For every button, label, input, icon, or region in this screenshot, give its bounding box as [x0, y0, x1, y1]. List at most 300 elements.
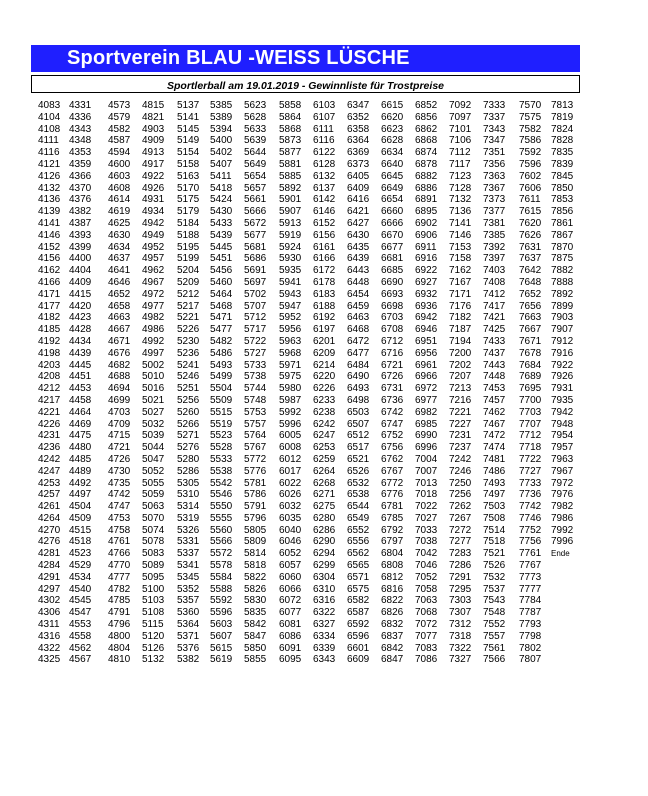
- winning-number: 5550: [210, 501, 233, 513]
- winning-number: 6161: [313, 241, 336, 253]
- winning-number: 4509: [69, 512, 92, 524]
- winning-number: 7777: [519, 583, 542, 595]
- winning-number: 7213: [449, 383, 472, 395]
- winning-number: 7678: [519, 347, 542, 359]
- winning-number: 7417: [483, 300, 506, 312]
- winning-number: 5108: [142, 607, 165, 619]
- winning-number: 4253: [38, 477, 61, 489]
- winning-number: 4594: [108, 147, 131, 159]
- winning-number: 4810: [108, 654, 131, 666]
- winning-number: 5212: [177, 288, 200, 300]
- winning-number: 5546: [210, 489, 233, 501]
- winning-number: 5596: [210, 607, 233, 619]
- winning-number: 6493: [347, 383, 370, 395]
- winning-number: 6290: [313, 536, 336, 548]
- table-row: [31, 525, 591, 537]
- winning-number: 7746: [519, 512, 542, 524]
- winning-number: 6911: [415, 241, 437, 253]
- winning-number: 5382: [177, 654, 200, 666]
- winning-number: 7850: [551, 182, 574, 194]
- winning-number: 4236: [38, 442, 61, 454]
- winning-number: 7631: [519, 241, 542, 253]
- winning-number: 7474: [483, 442, 506, 454]
- winning-number: 7412: [483, 288, 506, 300]
- winning-number: 6373: [347, 158, 370, 170]
- table-row: [31, 348, 591, 360]
- winning-number: 6812: [381, 571, 404, 583]
- winning-number: 7291: [449, 571, 472, 583]
- winning-number: 5523: [210, 430, 233, 442]
- winning-number: 6026: [279, 489, 302, 501]
- winning-number: 4791: [108, 607, 131, 619]
- winning-number: 6226: [313, 383, 336, 395]
- winning-number: 5305: [177, 477, 200, 489]
- winning-number: 7027: [415, 512, 438, 524]
- winning-number: 7397: [483, 253, 506, 265]
- winning-number: 5987: [279, 394, 302, 406]
- winning-number: 5881: [279, 158, 302, 170]
- winning-number: 4366: [69, 170, 92, 182]
- winning-number: 4785: [108, 595, 131, 607]
- winning-number: 7303: [449, 595, 472, 607]
- winning-number: 7722: [519, 453, 542, 465]
- winning-number: 6747: [381, 418, 404, 430]
- winning-number: 7736: [519, 489, 542, 501]
- winning-number: 6111: [313, 123, 334, 135]
- winning-number: 5345: [177, 571, 200, 583]
- winning-number: 4957: [142, 253, 165, 265]
- winning-number: 6095: [279, 654, 302, 666]
- winning-number: 6902: [415, 217, 438, 229]
- winning-number: 4136: [38, 194, 61, 206]
- winning-number: 7532: [483, 571, 506, 583]
- winning-number: 5542: [210, 477, 233, 489]
- winning-number: 7072: [415, 619, 438, 631]
- winning-number: 5364: [177, 619, 200, 631]
- winning-number: 5712: [244, 312, 267, 324]
- winning-number: 6927: [415, 276, 438, 288]
- winning-number: 5578: [210, 560, 233, 572]
- winning-number: 4518: [69, 536, 92, 548]
- table-row: [31, 442, 591, 454]
- winning-number: 6649: [381, 182, 404, 194]
- table-row: [31, 607, 591, 619]
- winning-number: 4766: [108, 548, 131, 560]
- winning-number: 5188: [177, 229, 200, 241]
- winning-number: 4967: [142, 276, 165, 288]
- winning-number: 4489: [69, 465, 92, 477]
- winning-number: 6762: [381, 453, 404, 465]
- winning-number: 7839: [551, 158, 574, 170]
- winning-number: 6214: [313, 359, 336, 371]
- winning-number: 5842: [244, 619, 267, 631]
- winning-number: 5266: [177, 418, 200, 430]
- winning-number: 4104: [38, 111, 61, 123]
- winning-number: 7620: [519, 217, 542, 229]
- winning-number: 6268: [313, 477, 336, 489]
- winning-numbers-table: [31, 100, 591, 666]
- winning-number: 7343: [483, 123, 506, 135]
- winning-number: 5251: [177, 383, 200, 395]
- winning-number: 6209: [313, 347, 336, 359]
- winning-number: 6623: [381, 123, 404, 135]
- winning-number: 6620: [381, 111, 404, 123]
- winning-number: 7246: [449, 465, 472, 477]
- winning-number: 4730: [108, 465, 131, 477]
- winning-number: 7733: [519, 477, 542, 489]
- winning-number: 5555: [210, 512, 233, 524]
- winning-number: 6259: [313, 453, 336, 465]
- winning-number: 5468: [210, 300, 233, 312]
- winning-number: 6343: [313, 654, 336, 666]
- winning-number: 4997: [142, 347, 165, 359]
- winning-number: 7867: [551, 229, 574, 241]
- winning-number: 6736: [381, 394, 404, 406]
- winning-number: 5418: [210, 182, 233, 194]
- winning-number: 4917: [142, 158, 165, 170]
- winning-number: 4652: [108, 288, 131, 300]
- winning-number: 4972: [142, 288, 165, 300]
- winning-number: 4162: [38, 265, 61, 277]
- table-row: [31, 242, 591, 254]
- winning-number: 5456: [210, 265, 233, 277]
- winning-number: 6477: [347, 347, 370, 359]
- winning-number: 4146: [38, 229, 61, 241]
- winning-number: 6035: [279, 512, 302, 524]
- table-row: [31, 419, 591, 431]
- winning-number: 6183: [313, 288, 336, 300]
- table-row: [31, 383, 591, 395]
- winning-number: 7671: [519, 335, 542, 347]
- winning-number: 4439: [69, 347, 92, 359]
- subtitle-box: [31, 75, 580, 93]
- winning-number: 7615: [519, 206, 542, 218]
- winning-number: 5504: [210, 383, 233, 395]
- winning-number: 5809: [244, 536, 267, 548]
- winning-number: 7942: [551, 406, 574, 418]
- winning-number: 7793: [519, 619, 542, 631]
- winning-number: 6562: [347, 548, 370, 560]
- winning-number: 7537: [483, 583, 506, 595]
- winning-number: 6166: [313, 253, 336, 265]
- table-row: [31, 289, 591, 301]
- winning-number: 5126: [142, 642, 165, 654]
- winning-number: 6752: [381, 430, 404, 442]
- winning-number: 4221: [38, 406, 61, 418]
- winning-number: 6220: [313, 371, 336, 383]
- winning-number: 4676: [108, 347, 131, 359]
- winning-number: 6972: [415, 383, 438, 395]
- winning-number: 7262: [449, 501, 472, 513]
- winning-number: 5757: [244, 418, 267, 430]
- winning-number: 7508: [483, 512, 506, 524]
- winning-number: 5818: [244, 560, 267, 572]
- winning-number: 6327: [313, 619, 336, 631]
- winning-number: 4931: [142, 194, 165, 206]
- winning-number: 6103: [313, 100, 336, 111]
- winning-number: 7582: [519, 123, 542, 135]
- winning-number: 7117: [449, 158, 471, 170]
- winning-number: 6703: [381, 312, 404, 324]
- winning-number: 6253: [313, 442, 336, 454]
- winning-number: 6756: [381, 442, 404, 454]
- winning-number: 6587: [347, 607, 370, 619]
- winning-number: 4909: [142, 135, 165, 147]
- winning-number: 7022: [415, 501, 438, 513]
- winning-number: 7086: [415, 654, 438, 666]
- winning-number: 4992: [142, 335, 165, 347]
- winning-number: 5515: [210, 406, 233, 418]
- winning-number: 7954: [551, 430, 574, 442]
- winning-number: 7802: [519, 642, 542, 654]
- winning-number: 4475: [69, 430, 92, 442]
- winning-number: 7322: [449, 642, 472, 654]
- winning-number: 7385: [483, 229, 506, 241]
- winning-number: 4404: [69, 265, 92, 277]
- winning-number: 6178: [313, 276, 336, 288]
- winning-number: 6192: [313, 312, 336, 324]
- winning-number: 7132: [449, 194, 472, 206]
- winning-number: 7058: [415, 583, 438, 595]
- winning-number: 7497: [483, 489, 506, 501]
- winning-number: 7586: [519, 135, 542, 147]
- winning-number: 7453: [483, 383, 506, 395]
- winning-number: 4111: [38, 135, 59, 147]
- winning-number: 5145: [177, 123, 200, 135]
- winning-number: 7695: [519, 383, 542, 395]
- winning-number: 5394: [210, 123, 233, 135]
- winning-number: 6334: [313, 630, 336, 642]
- winning-number: 6538: [347, 489, 370, 501]
- winning-number: 6781: [381, 501, 404, 513]
- winning-number: 6996: [415, 442, 438, 454]
- winning-number: 6468: [347, 324, 370, 336]
- table-row: [31, 654, 591, 666]
- winning-number: 6146: [313, 206, 336, 218]
- winning-number: 6463: [347, 312, 370, 324]
- winning-number: 7761: [519, 548, 542, 560]
- table-row: [31, 430, 591, 442]
- winning-number: 5868: [279, 123, 302, 135]
- winning-number: 6693: [381, 288, 404, 300]
- winning-number: 5083: [142, 548, 165, 560]
- winning-number: 6472: [347, 335, 370, 347]
- table-row: [31, 395, 591, 407]
- winning-number: 7007: [415, 465, 438, 477]
- winning-number: 5588: [210, 583, 233, 595]
- winning-number: 5246: [177, 371, 200, 383]
- winning-number: 5451: [210, 253, 233, 265]
- winning-number: 4619: [108, 206, 131, 218]
- winning-number: 7606: [519, 182, 542, 194]
- winning-number: 4671: [108, 335, 131, 347]
- winning-number: 4796: [108, 619, 131, 631]
- winning-number: 5371: [177, 630, 200, 642]
- winning-number: 6416: [347, 194, 370, 206]
- winning-number: 4212: [38, 383, 61, 395]
- winning-number: 6716: [381, 347, 404, 359]
- winning-number: 6012: [279, 453, 302, 465]
- winning-number: 4281: [38, 548, 61, 560]
- winning-number: 6882: [415, 170, 438, 182]
- winning-number: 5141: [177, 111, 200, 123]
- winning-number: 6077: [279, 607, 302, 619]
- winning-number: 7798: [519, 630, 542, 642]
- winning-number: 5314: [177, 501, 200, 513]
- winning-number: 7912: [551, 335, 574, 347]
- winning-number: 7437: [483, 347, 506, 359]
- winning-number: 6521: [347, 453, 370, 465]
- winning-number: 5499: [210, 371, 233, 383]
- winning-number: 4603: [108, 170, 131, 182]
- winning-number: 7552: [483, 619, 506, 631]
- winning-number: 4116: [38, 147, 60, 159]
- winning-number: 5310: [177, 489, 200, 501]
- winning-number: 5727: [244, 347, 267, 359]
- winning-number: 5059: [142, 489, 165, 501]
- winning-number: 5649: [244, 158, 267, 170]
- winning-number: 7596: [519, 158, 542, 170]
- winning-number: 7926: [551, 371, 574, 383]
- winning-number: 5941: [279, 276, 302, 288]
- winning-number: 5753: [244, 406, 267, 418]
- winning-number: 5039: [142, 430, 165, 442]
- winning-number: 6238: [313, 406, 336, 418]
- winning-number: 6712: [381, 335, 404, 347]
- winning-number: 6040: [279, 524, 302, 536]
- winning-number: 5002: [142, 359, 165, 371]
- winning-number: 6842: [381, 642, 404, 654]
- winning-number: 7283: [449, 548, 472, 560]
- winning-number: 7611: [519, 194, 541, 206]
- winning-number: 4387: [69, 217, 92, 229]
- winning-number: 5584: [210, 571, 233, 583]
- winning-number: 7767: [519, 560, 542, 572]
- winning-number: 6443: [347, 265, 370, 277]
- winning-number: 4504: [69, 501, 92, 513]
- winning-number: 5864: [279, 111, 302, 123]
- winning-number: 6275: [313, 501, 336, 513]
- table-row: [31, 619, 591, 631]
- table-row: [31, 489, 591, 501]
- winning-number: 4614: [108, 194, 131, 206]
- winning-number: 4703: [108, 406, 131, 418]
- winning-number: 5786: [244, 489, 267, 501]
- winning-number: 5120: [142, 630, 165, 642]
- winning-number: 7652: [519, 288, 542, 300]
- winning-number: 4306: [38, 607, 61, 619]
- winning-number: 5509: [210, 394, 233, 406]
- winning-number: 5943: [279, 288, 302, 300]
- winning-number: 4782: [108, 583, 131, 595]
- winning-number: 5639: [244, 135, 267, 147]
- winning-number: 6582: [347, 595, 370, 607]
- winning-number: 4547: [69, 607, 92, 619]
- winning-number: 4715: [108, 430, 131, 442]
- winning-number: 6299: [313, 560, 336, 572]
- winning-number: 5717: [244, 324, 267, 336]
- winning-number: 7575: [519, 111, 542, 123]
- winning-number: 6152: [313, 217, 336, 229]
- winning-number: 6503: [347, 406, 370, 418]
- winning-number: 7333: [483, 100, 506, 111]
- table-row: [31, 584, 591, 596]
- winning-number: 6490: [347, 371, 370, 383]
- winning-number: 4753: [108, 512, 131, 524]
- winning-number: 7773: [519, 571, 542, 583]
- winning-number: 5352: [177, 583, 200, 595]
- winning-number: 6852: [415, 100, 438, 111]
- winning-number: 6454: [347, 288, 370, 300]
- winning-number: 6951: [415, 335, 438, 347]
- winning-number: 6956: [415, 347, 438, 359]
- winning-number: 7033: [415, 524, 438, 536]
- winning-number: 5947: [279, 300, 302, 312]
- table-row: [31, 112, 591, 124]
- winning-number: 5486: [210, 347, 233, 359]
- winning-number: 5337: [177, 548, 200, 560]
- table-row: [31, 301, 591, 313]
- winning-number: 4986: [142, 324, 165, 336]
- winning-number: 4469: [69, 418, 92, 430]
- winning-number: 4316: [38, 630, 61, 642]
- winning-number: 4630: [108, 229, 131, 241]
- winning-number: 7013: [415, 477, 438, 489]
- winning-number: 7327: [449, 654, 472, 666]
- winning-number: 7756: [519, 536, 542, 548]
- winning-number: 7931: [551, 383, 574, 395]
- winning-number: 7916: [551, 347, 574, 359]
- winning-number: 5697: [244, 276, 267, 288]
- winning-number: 5963: [279, 335, 302, 347]
- winning-number: 5822: [244, 571, 267, 583]
- winning-number: 5566: [210, 536, 233, 548]
- winning-number: 5376: [177, 642, 200, 654]
- winning-number: 5560: [210, 524, 233, 536]
- winning-number: 5686: [244, 253, 267, 265]
- winning-number: 4582: [108, 123, 131, 135]
- winning-number: 4637: [108, 253, 131, 265]
- winning-number: 7457: [483, 394, 506, 406]
- winning-number: 4370: [69, 182, 92, 194]
- winning-number: 6721: [381, 359, 404, 371]
- winning-number: 4579: [108, 111, 131, 123]
- winning-number: 7227: [449, 418, 472, 430]
- winning-number: 4821: [142, 111, 165, 123]
- winning-number: 7052: [415, 571, 438, 583]
- winning-number: 7162: [449, 265, 472, 277]
- winning-number: 6666: [381, 217, 404, 229]
- table-row: [31, 360, 591, 372]
- winning-number: 7642: [519, 265, 542, 277]
- winning-number: 6122: [313, 147, 336, 159]
- winning-number: 6847: [381, 654, 404, 666]
- winning-number: 4942: [142, 217, 165, 229]
- winning-number: 6932: [415, 288, 438, 300]
- winning-number: 6565: [347, 560, 370, 572]
- table-row: [31, 124, 591, 136]
- winning-number: 6409: [347, 182, 370, 194]
- winning-number: 7136: [449, 206, 472, 218]
- winning-number: 6985: [415, 418, 438, 430]
- winning-number: 6634: [381, 147, 404, 159]
- winning-number: 7083: [415, 642, 438, 654]
- winning-number: 5707: [244, 300, 267, 312]
- winning-number: 5956: [279, 324, 302, 336]
- winning-number: 5433: [210, 217, 233, 229]
- winning-number: 5764: [244, 430, 267, 442]
- winning-number: 6654: [381, 194, 404, 206]
